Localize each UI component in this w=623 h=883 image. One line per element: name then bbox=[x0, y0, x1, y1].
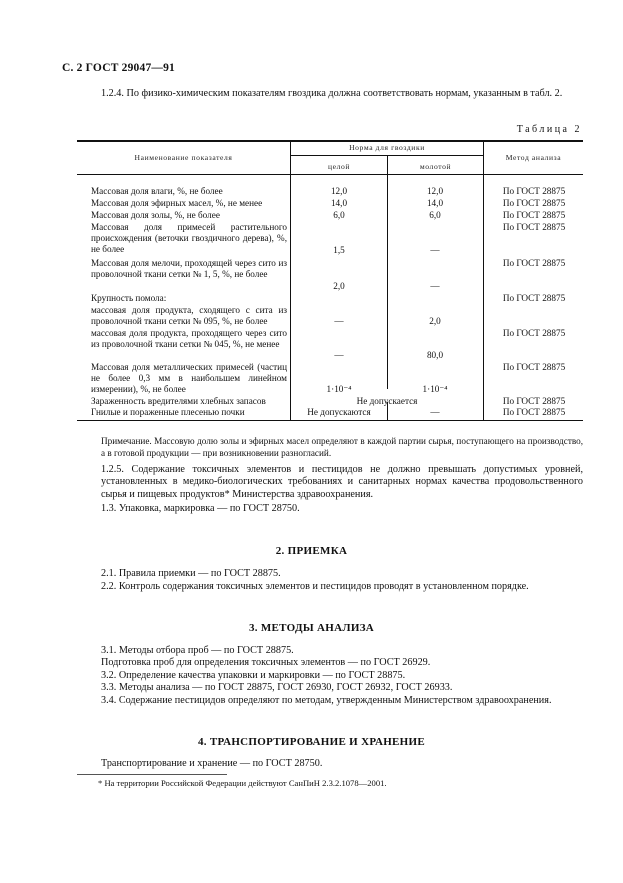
table-top-rule bbox=[77, 140, 583, 142]
table-cell-ground: 12,0 bbox=[426, 186, 444, 196]
table-note bbox=[77, 436, 583, 459]
table-cell-whole: 6,0 bbox=[333, 210, 345, 220]
table-cell-whole: 2,0 bbox=[333, 281, 345, 291]
table-col-divider bbox=[387, 155, 388, 389]
table-col-divider bbox=[290, 140, 291, 420]
paragraph-text: 2.2. Контроль содержания токсичных элементов и пестицидов проводят в установленном порядке. bbox=[101, 581, 529, 592]
table-cell-ground: — bbox=[430, 281, 440, 291]
table-cell-whole: 1·10⁻⁴ bbox=[326, 384, 352, 394]
table-cell-name: Массовая доля мелочи, проходящей через сито из проволочной ткани сетки № 1, 5, %, не более bbox=[91, 258, 287, 280]
paragraph-3-4 bbox=[77, 695, 583, 707]
table-cell-method: По ГОСТ 28875 bbox=[502, 186, 566, 196]
table-cell-name: Массовая доля эфирных масел, %, не менее bbox=[91, 198, 263, 208]
table-cell-ground: 6,0 bbox=[429, 210, 441, 220]
table-cell-ground: 2,0 bbox=[429, 316, 441, 326]
table-cell-whole: 12,0 bbox=[330, 186, 348, 196]
table-cell-whole: 1,5 bbox=[333, 245, 345, 255]
table-col-divider bbox=[483, 140, 484, 420]
table-cell-method: По ГОСТ 28875 bbox=[502, 198, 566, 208]
table-cell-name: Массовая доля примесей растительного происхождения (веточки гвоздичного дерева), %, не более bbox=[91, 222, 287, 255]
paragraph-3-2: 3.2. Определение качества упаковки и маркировки — по ГОСТ 28875. bbox=[101, 670, 406, 681]
table-header-ground: молотой bbox=[419, 162, 452, 171]
table-header-whole: целой bbox=[327, 162, 351, 171]
paragraph-text: 1.2.4. По физико-химическим показателям гвоздика должна соответствовать нормам, указанным в табл. 2. bbox=[101, 88, 563, 99]
table-cell-whole: 14,0 bbox=[330, 198, 348, 208]
section-title-transport: 4. ТРАНСПОРТИРОВАНИЕ И ХРАНЕНИЕ bbox=[197, 736, 426, 748]
table-cell-method: По ГОСТ 28875 bbox=[502, 407, 566, 417]
table-cell-ground: — bbox=[430, 407, 440, 417]
table-header-method: Метод анализа bbox=[505, 153, 562, 162]
table-cell-method: По ГОСТ 28875 bbox=[502, 222, 566, 232]
paragraph-text: 3.4. Содержание пестицидов определяют по методам, утвержденным Министерством здравоохранения. bbox=[101, 695, 552, 706]
table-cell-ground: 80,0 bbox=[426, 350, 444, 360]
table-bottom-rule bbox=[77, 420, 583, 421]
table-cell-span: Не допускается bbox=[356, 396, 418, 406]
paragraph-3-1-prep: Подготовка проб для определения токсичных элементов — по ГОСТ 26929. bbox=[101, 657, 431, 668]
table-cell-name: Гнилые и пораженные плесенью почки bbox=[91, 407, 245, 417]
paragraph-3-1: 3.1. Методы отбора проб — по ГОСТ 28875. bbox=[101, 645, 294, 656]
paragraph-2-1: 2.1. Правила приемки — по ГОСТ 28875. bbox=[101, 568, 281, 579]
table-header-norm: Норма для гвоздики bbox=[349, 143, 425, 152]
table-header-name: Наименование показателя bbox=[134, 153, 233, 162]
table-cell-name: Зараженность вредителями хлебных запасов bbox=[91, 396, 266, 406]
paragraph-1-3: 1.3. Упаковка, маркировка — по ГОСТ 28750. bbox=[101, 503, 300, 514]
table-cell-ground: 1·10⁻⁴ bbox=[422, 384, 448, 394]
table-cell-ground: 14,0 bbox=[426, 198, 444, 208]
table-caption: Таблица 2 bbox=[516, 124, 582, 135]
table-cell-whole: — bbox=[334, 350, 344, 360]
paragraph-4: Транспортирование и хранение — по ГОСТ 28750. bbox=[101, 758, 323, 769]
table-cell-method: По ГОСТ 28875 bbox=[502, 362, 566, 372]
table-cell-whole: — bbox=[334, 316, 344, 326]
table-cell-name: Крупность помола: bbox=[91, 293, 167, 303]
table-cell-ground: — bbox=[430, 245, 440, 255]
paragraph-1-2-5 bbox=[77, 464, 583, 501]
page-header: С. 2 ГОСТ 29047—91 bbox=[62, 62, 175, 74]
paragraph-text: 1.2.5. Содержание токсичных элементов и пестицидов не должно превышать допустимых уровней, установленных в медико-биологических требованиях и санитарных нормах качества продовольственного сырья и пищевых продуктов* Министерства здравоохранения. bbox=[101, 464, 583, 500]
footnote: * На территории Российской Федерации действуют СанПиН 2.3.2.1078—2001. bbox=[98, 778, 387, 788]
table-cell-whole: Не допускаются bbox=[307, 407, 371, 417]
table-cell-method: По ГОСТ 28875 bbox=[502, 258, 566, 268]
table-cell-name: массовая доля продукта, сходящего с сита из проволочной ткани сетки № 095, %, не более bbox=[91, 305, 287, 327]
paragraph-2-2 bbox=[77, 581, 583, 593]
table-cell-name: массовая доля продукта, проходящего через сито из проволочной ткани сетки № 045, %, не менее bbox=[91, 328, 287, 350]
section-title-acceptance: 2. ПРИЕМКА bbox=[275, 545, 348, 557]
table-header-rule bbox=[77, 174, 583, 175]
table-cell-name: Массовая доля золы, %, не более bbox=[91, 210, 220, 220]
paragraph-1-2-4 bbox=[77, 88, 583, 100]
table-cell-method: По ГОСТ 28875 bbox=[502, 210, 566, 220]
section-title-methods: 3. МЕТОДЫ АНАЛИЗА bbox=[248, 622, 375, 634]
table-cell-method: По ГОСТ 28875 bbox=[502, 396, 566, 406]
paragraph-3-3: 3.3. Методы анализа — по ГОСТ 28875, ГОСТ 26930, ГОСТ 26932, ГОСТ 26933. bbox=[101, 682, 453, 693]
table-cell-method: По ГОСТ 28875 bbox=[502, 293, 566, 303]
table-cell-name: Массовая доля влаги, %, не более bbox=[91, 186, 223, 196]
table-cell-method: По ГОСТ 28875 bbox=[502, 328, 566, 338]
footnote-rule bbox=[77, 774, 227, 775]
note-text: Примечание. Массовую долю золы и эфирных масел определяют в каждой партии сырья, поступающего на производство, а в готовой продукции — при возникновении разногласий. bbox=[101, 436, 583, 458]
table-cell-name: Массовая доля металлических примесей (частиц не более 0,3 мм в наибольшем линейном измерении), %, не более bbox=[91, 362, 287, 395]
